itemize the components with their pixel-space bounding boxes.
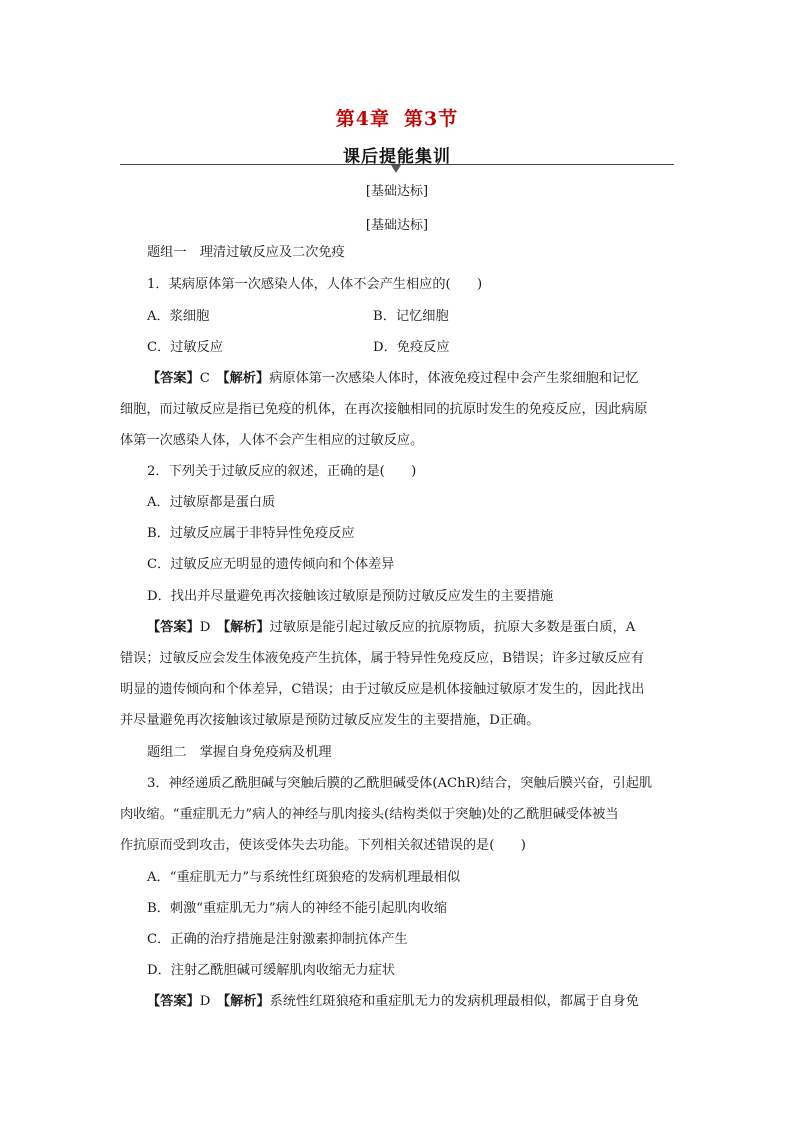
answer-line: [147, 619, 635, 637]
question-stem: 1．某病原体第一次感染人体，人体不会产生相应的( ): [147, 277, 483, 292]
answer-value: D: [199, 994, 211, 1009]
group-title: 题组一 理清过敏反应及二次免疫: [147, 245, 345, 260]
chapter-heading: [0, 104, 794, 131]
group-title: 题组二 掌握自身免疫病及机理: [147, 745, 332, 760]
option-a: A．“重症肌无力”与系统性红斑狼疮的发病机理最相似: [147, 870, 461, 885]
down-triangle-icon: [391, 165, 401, 173]
answer-label: 【答案】: [147, 620, 200, 635]
analysis-label: 【解析】: [223, 994, 270, 1009]
option-a: A．过敏原都是蛋白质: [147, 495, 276, 510]
section-label: [基础达标]: [365, 218, 429, 233]
analysis-label: 【解析】: [223, 371, 270, 386]
question-stem: 2．下列关于过敏反应的叙述，正确的是( ): [147, 464, 417, 479]
chapter-number: 第4章: [335, 108, 390, 130]
option-a: A．浆细胞: [147, 309, 210, 324]
question-stem: 作抗原而受到攻击，使该受体失去功能。下列相关叙述错误的是( ): [120, 838, 526, 853]
option-b: B．记忆细胞: [373, 309, 449, 324]
option-b: B．刺激“重症肌无力”病人的神经不能引起肌肉收缩: [147, 901, 448, 916]
section-number: 第3节: [404, 108, 459, 130]
answer-line: [147, 370, 638, 388]
answer-value: C: [199, 371, 210, 386]
analysis-text: 系统性红斑狼疮和重症肌无力的发病机理最相似，都属于自身免: [269, 994, 639, 1009]
analysis-text: 过敏原是能引起过敏反应的抗原物质，抗原大多数是蛋白质，A: [269, 620, 636, 635]
option-d: D．找出并尽量避免再次接触该过敏原是预防过敏反应发生的主要措施: [147, 589, 554, 604]
answer-label: 【答案】: [147, 994, 200, 1009]
analysis-text: 病原体第一次感染人体时，体液免疫过程中会产生浆细胞和记忆: [269, 371, 639, 386]
analysis-text: 体第一次感染人体，人体不会产生相应的过敏反应。: [120, 433, 424, 448]
section-label: [基础达标]: [365, 184, 429, 199]
question-stem: 3．神经递质乙酰胆碱与突触后膜的乙酰胆碱受体(AChR)结合，突触后膜兴奋，引起肌: [147, 776, 653, 791]
analysis-label: 【解析】: [223, 620, 270, 635]
answer-value: D: [199, 620, 211, 635]
option-c: C．过敏反应: [147, 340, 224, 355]
page-subtitle: 课后提能集训: [343, 147, 451, 167]
option-b: B．过敏反应属于非特异性免疫反应: [147, 526, 355, 541]
option-c: C．过敏反应无明显的遗传倾向和个体差异: [147, 557, 395, 572]
analysis-text: 细胞，而过敏反应是指已免疫的机体，在再次接触相同的抗原时发生的免疫反应，因此病原: [120, 402, 648, 417]
question-stem: 肉收缩。“重症肌无力”病人的神经与肌肉接头(结构类似于突触)处的乙酰胆碱受体被当: [120, 807, 619, 822]
analysis-text: 明显的遗传倾向和个体差异，C错误；由于过敏反应是机体接触过敏原才发生的，因此找出: [120, 682, 645, 697]
option-c: C．正确的治疗措施是注射激素抑制抗体产生: [147, 932, 408, 947]
answer-label: 【答案】: [147, 371, 200, 386]
analysis-text: 并尽量避免再次接触该过敏原是预防过敏反应发生的主要措施，D正确。: [120, 713, 540, 728]
option-d: D．免疫反应: [373, 340, 450, 355]
answer-line: [147, 993, 639, 1011]
option-d: D．注射乙酰胆碱可缓解肌肉收缩无力症状: [147, 963, 395, 978]
analysis-text: 错误；过敏反应会发生体液免疫产生抗体，属于特异性免疫反应，B错误；许多过敏反应有: [120, 651, 644, 666]
